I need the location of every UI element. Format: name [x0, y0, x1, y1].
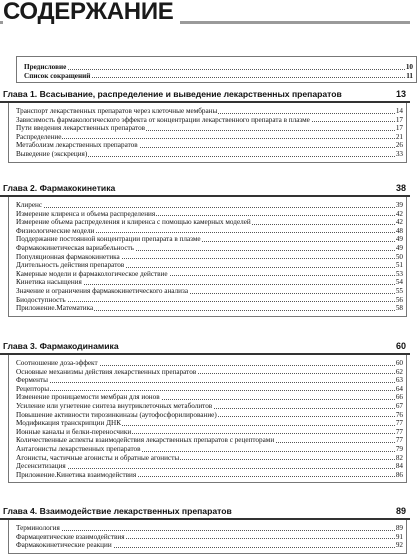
toc-entry-title: Метаболизм лекарственных препаратов — [16, 141, 138, 150]
front-matter-box — [16, 56, 417, 83]
toc-entry[interactable] — [9, 428, 406, 437]
toc-entry-title: Рецепторы — [16, 384, 50, 393]
toc-entry[interactable] — [9, 524, 406, 533]
toc-entry-title: Физиологические модели — [16, 226, 95, 235]
chapter-4 — [0, 505, 410, 554]
toc-entry-title: Клиренс — [16, 201, 43, 209]
toc-entry-page: 84 — [395, 462, 403, 471]
chapter-heading[interactable] — [0, 505, 410, 520]
chapter-entries-box — [8, 197, 407, 317]
dot-leader — [16, 301, 403, 302]
toc-entry-title: Распределение — [16, 132, 62, 141]
toc-entry[interactable] — [9, 210, 406, 219]
toc-entry[interactable] — [9, 376, 406, 385]
chapter-page: 38 — [395, 183, 406, 193]
toc-entry-page: 49 — [395, 235, 403, 244]
toc-entry[interactable] — [9, 235, 406, 244]
chapter-2 — [0, 182, 410, 317]
chapter-page: 13 — [395, 89, 406, 99]
toc-entry-title: Количественные аспекты взаимодействия лекарственных препаратов с рецепторами — [16, 436, 275, 445]
toc-entry-title: Повышение активности тирозинкиназы (аутофосфорилирование) — [16, 410, 217, 419]
toc-entry-title: Десенситизация — [16, 462, 66, 471]
toc-entry[interactable] — [9, 227, 406, 236]
toc-entry-page: 48 — [395, 226, 403, 235]
toc-entry-page: 50 — [395, 252, 403, 261]
toc-entry[interactable] — [9, 471, 406, 480]
toc-entry-page: 67 — [395, 401, 403, 410]
toc-entry-title: Зависимость фармакологического эффекта от концентрации лекарственного препарата в плазме — [16, 115, 310, 124]
toc-entry-title: Измерение клиренса и объема распределения — [16, 209, 156, 218]
toc-entry[interactable] — [9, 150, 406, 159]
toc-entry-page: 39 — [395, 201, 403, 209]
dot-leader — [16, 207, 403, 208]
toc-entry[interactable] — [9, 368, 406, 377]
toc-entry-title: Значение и ограничения фармакокинетического анализа — [16, 286, 189, 295]
toc-entry-page: 17 — [395, 124, 403, 133]
toc-entry[interactable] — [9, 402, 406, 411]
toc-entry-title: Усиление или угнетение синтеза внутриклеточных метаболитов — [16, 401, 213, 410]
toc-entry[interactable] — [9, 393, 406, 402]
toc-entry[interactable] — [9, 261, 406, 270]
dot-leader — [16, 390, 403, 391]
chapter-title: Глава 3. Фармакодинамика — [3, 341, 119, 351]
toc-entry-title: Ферменты — [16, 376, 48, 385]
toc-entry-page: 42 — [395, 218, 403, 227]
toc-entry[interactable] — [9, 244, 406, 253]
dot-leader — [24, 69, 413, 70]
toc-entry[interactable] — [9, 278, 406, 287]
toc-entry[interactable] — [9, 287, 406, 296]
toc-entry-title: Список сокращений — [24, 71, 91, 80]
toc-entry-title: Изменение проницаемости мембран для ионов — [16, 393, 160, 402]
toc-entry-page: 56 — [395, 295, 403, 304]
toc-entry-page: 79 — [395, 444, 403, 453]
toc-entry-page: 64 — [395, 384, 403, 393]
toc-entry-title: Фармацевтические взаимодействия — [16, 532, 125, 541]
dot-leader — [16, 382, 403, 383]
toc-entry-page: 77 — [395, 419, 403, 428]
chapter-3 — [0, 340, 410, 483]
toc-entry-page: 76 — [395, 410, 403, 419]
toc-entry[interactable] — [9, 116, 406, 125]
chapter-heading[interactable] — [0, 182, 410, 197]
toc-entry-title: Приложение.Кинетика взаимодействия — [16, 470, 137, 479]
toc-entry[interactable] — [17, 72, 416, 81]
toc-entry-title: Кинетика насыщения — [16, 278, 82, 287]
chapter-title: Глава 2. Фармакокинетика — [3, 183, 116, 193]
toc-entry-page: 54 — [395, 278, 403, 287]
toc-entry-page: 55 — [395, 286, 403, 295]
toc-entry[interactable] — [9, 133, 406, 142]
toc-entry-title: Фармакокинетические реакции — [16, 541, 112, 550]
chapter-heading[interactable] — [0, 340, 410, 355]
toc-entry-title: Соотношение доза-эффект — [16, 359, 98, 367]
toc-entry-title: Приложение.Математика — [16, 304, 94, 313]
chapter-heading[interactable] — [0, 88, 410, 103]
toc-entry[interactable] — [9, 107, 406, 116]
chapter-page: 89 — [395, 506, 406, 516]
toc-entry-title: Ионные каналы и белки-переносчики — [16, 427, 132, 436]
toc-entry[interactable] — [9, 304, 406, 313]
toc-entry-title: Поддержание постоянной концентрации препарата в плазме — [16, 235, 201, 244]
toc-entry-title: Модификация транскрипции ДНК — [16, 419, 122, 428]
toc-entry-page: 77 — [395, 427, 403, 436]
toc-entry-page: 91 — [395, 532, 403, 541]
dot-leader — [16, 530, 403, 531]
toc-entry-title: Длительность действия препаратов — [16, 261, 125, 270]
toc-entry[interactable] — [17, 63, 416, 72]
toc-entry-title: Измерение объема распределения и клиренса с помощью камерных моделей — [16, 218, 251, 227]
toc-entry[interactable] — [9, 445, 406, 454]
chapter-entries-box — [8, 103, 407, 163]
toc-entry[interactable] — [9, 454, 406, 463]
toc-entry-page: 53 — [395, 269, 403, 278]
toc-entry-page: 86 — [395, 470, 403, 479]
toc-entry[interactable] — [9, 419, 406, 428]
toc-entry-page: 66 — [395, 393, 403, 402]
toc-entry-page: 17 — [395, 115, 403, 124]
toc-entry-title: Основные механизмы действия лекарственных препаратов — [16, 367, 197, 376]
toc-entry-page: 60 — [395, 359, 403, 367]
toc-entry-title: Фармакокинетическая вариабельность — [16, 243, 134, 252]
toc-entry[interactable] — [9, 124, 406, 133]
toc-entry-page: 26 — [395, 141, 403, 150]
chapter-title: Глава 1. Всасывание, распределение и выведение лекарственных препаратов — [3, 89, 342, 99]
chapter-1 — [0, 88, 410, 163]
toc-entry-page: 62 — [395, 367, 403, 376]
toc-entry-page: 82 — [395, 453, 403, 462]
toc-entry-title: Выведение (экскреция) — [16, 149, 88, 158]
toc-entry-title: Предисловие — [24, 63, 67, 71]
toc-entry[interactable] — [9, 385, 406, 394]
page-header — [0, 0, 410, 44]
chapter-entries-box — [8, 520, 407, 554]
toc-entry-title: Терминология — [16, 524, 60, 532]
toc-entry-page: 42 — [395, 209, 403, 218]
dot-leader — [16, 138, 403, 139]
toc-entry-page: 14 — [395, 107, 403, 115]
toc-entry-title: Агонисты, частичные агонисты и обратные агонисты — [16, 453, 180, 462]
toc-entry[interactable] — [9, 411, 406, 420]
toc-entry-title: Популяционная фармакокинетика — [16, 252, 120, 261]
toc-entry[interactable] — [9, 541, 406, 550]
toc-entry[interactable] — [9, 141, 406, 150]
toc-entry-page: 77 — [395, 436, 403, 445]
toc-entry[interactable] — [9, 218, 406, 227]
toc-entry-page: 10 — [405, 63, 413, 71]
chapter-page: 60 — [395, 341, 406, 351]
toc-entry[interactable] — [9, 270, 406, 279]
toc-entry[interactable] — [9, 296, 406, 305]
toc-entry-title: Антагонисты лекарственных препаратов — [16, 444, 141, 453]
toc-entry-page: 58 — [395, 304, 403, 313]
chapter-title: Глава 4. Взаимодействие лекарственных препаратов — [3, 506, 232, 516]
toc-entry-page: 21 — [395, 132, 403, 141]
toc-entry-title: Камерные модели и фармакологическое действие — [16, 269, 168, 278]
toc-entry-page: 49 — [395, 243, 403, 252]
toc-entry[interactable] — [9, 201, 406, 210]
dot-leader — [16, 468, 403, 469]
toc-entry-page: 92 — [395, 541, 403, 550]
toc-entry-page: 63 — [395, 376, 403, 385]
toc-entry-title: Пути введения лекарственных препаратов — [16, 124, 146, 133]
toc-entry-page: 51 — [395, 261, 403, 270]
toc-entry[interactable] — [9, 533, 406, 542]
toc-entry-title: Транспорт лекарственных препаратов через клеточные мембраны — [16, 107, 218, 115]
toc-entry[interactable] — [9, 436, 406, 445]
toc-entry[interactable] — [9, 253, 406, 262]
toc-entry-page: 33 — [395, 149, 403, 158]
toc-entry-title: Биодоступность — [16, 295, 66, 304]
page-title: СОДЕРЖАНИЕ — [3, 0, 180, 25]
toc-entry[interactable] — [9, 462, 406, 471]
toc-entry-page: 11 — [406, 71, 413, 80]
chapter-entries-box — [8, 355, 407, 483]
toc-entry-page: 89 — [395, 524, 403, 532]
toc-entry[interactable] — [9, 359, 406, 368]
